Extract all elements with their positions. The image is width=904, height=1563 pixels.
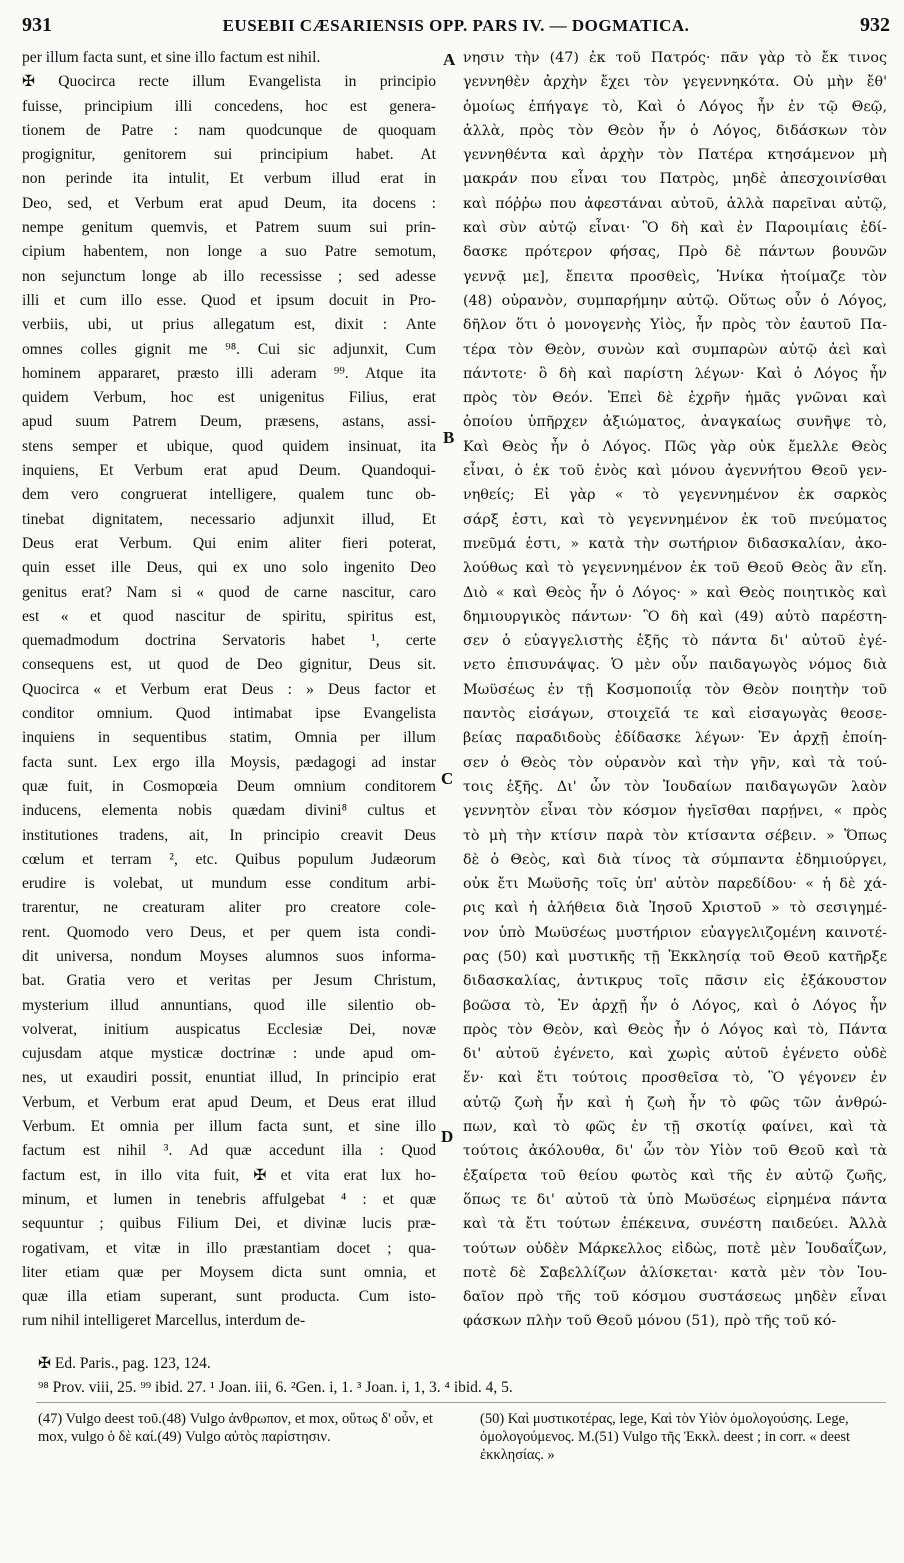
text-line: bat. Gratia vero et veritas per Jesum Christum, — [22, 972, 436, 990]
text-line: ποτὲ δὲ Σαβελλίζων ἁλίσκεται· κατὰ μὲν τὸν Ἰου- — [463, 1264, 887, 1281]
reference-notes — [38, 1352, 878, 1400]
text-line: rent. Quomodo vero Deus, et per quem ista condi- — [22, 923, 436, 941]
text-line: ἐξαίρετα τοῦ θείου φωτὸς καὶ τῆς ἐν αὐτῷ ζωῆς, — [463, 1167, 887, 1184]
text-line: inquiens, Et Verbum erat apud Deum. Quandoqui- — [22, 462, 436, 480]
footnote: (49) Vulgo αὐτὸς παρίστησιν. — [157, 1429, 331, 1445]
page-header — [22, 10, 890, 40]
text-line: quemadmodum doctrina Servatoris habet ¹, certe — [22, 632, 436, 650]
text-line: cujusdam atque mysticæ doctrinæ : unde apud om- — [22, 1045, 436, 1063]
text-line: λούθως καὶ τὸ γεγεννημένον ἐκ τοῦ Θεοῦ Θεὸς ἂν εἴη. — [463, 560, 887, 577]
text-line: illi et cum illo esse. Quod et ipsum docuit in Pro- — [22, 291, 436, 309]
text-line: καὶ σὺν αὐτῷ εἶναι· Ὃ δὴ καὶ ἐν Παροιμίαις ἐδί- — [463, 220, 887, 237]
edition-note: ✠ Ed. Paris., pag. 123, 124. — [38, 1355, 211, 1372]
text-line: διδασκαλίας, ἀντικρυς τοῖς πᾶσιν εἰς ἐξάκουστον — [463, 973, 887, 990]
text-line: τὸ μὴ τὴν κτίσιν παρὰ τὸν κτίσαντα σέβειν. » Ὅπως — [463, 827, 887, 844]
text-line: δῆλον ὅτι ὁ μονογενὴς Υἱὸς, ἦν πρὸς τὸν ἑαυτοῦ Πα- — [463, 317, 887, 334]
running-title: EUSEBII CÆSARIENSIS OPP. PARS IV. — DOGMATICA. — [222, 16, 690, 35]
text-line: πρὸς τὸν Θεὸν, καὶ Θεὸς ἦν ὁ Λόγος καὶ τὸ, Πάντα — [463, 1021, 887, 1038]
footnote-divider — [36, 1402, 886, 1403]
text-line: μακράν που εἶναι του Πατρὸς, μηδὲ ἀπεσχοινίσθαι — [463, 171, 887, 188]
text-line: νηθείς; Εἰ γὰρ « τὸ γεγεννημένον ἐκ σαρκὸς — [463, 487, 887, 504]
footnote: (50) Καὶ μυστικοτέρας, lege, Καὶ τὸν Υἱὸν ὁμολογούσης. Lege, ὁμολογούμενος. M. — [480, 1411, 849, 1445]
text-line: mysterium illud annuntians, quod ille silentio ob- — [22, 996, 436, 1014]
text-line: quæ illa etiam superant, sunt producta. Cum isto- — [22, 1288, 436, 1306]
text-line: καὶ τὰ ἔτι τούτων ἐπέκεινα, συνέστη παιδεύει. Ἀλλὰ — [463, 1216, 887, 1233]
text-line: ρις καὶ ἡ ἀλήθεια διὰ Ἰησοῦ Χριστοῦ » τὸ σεσιγημέ- — [463, 900, 887, 917]
text-line: consequens est, ut quod de Deo gignitur, Deus sit. — [22, 656, 436, 674]
text-line: Διὸ « καὶ Θεὸς ἦν ὁ Λόγος· » καὶ Θεὸς ποιητικὸς καὶ — [463, 584, 887, 601]
text-line: apud suum Patrem Deum, præsens, astans, assi- — [22, 413, 436, 431]
text-line: φάσκων πλὴν τοῦ Θεοῦ μόνου (51), πρὸ τῆς τοῦ κό- — [463, 1313, 837, 1330]
text-line: omnes colles gignit me ⁹⁸. Cui sic adjunxit, Cum — [22, 340, 436, 358]
text-line: volverat, initium auspicatus Ecclesiæ Dei, novæ — [22, 1020, 436, 1038]
text-line: γεννᾷ με], ἔπειτα προσθεὶς, Ἡνίκα ἡτοίμαζε τὸν — [463, 268, 887, 285]
footnotes-left — [38, 1410, 450, 1446]
footnote: (51) Vulgo τῆς Ἐκκλ. deest ; in corr. « deest ἐκκλησίας. » — [480, 1429, 851, 1463]
text-line: trarentur, ne creaturam aliter pro creatore cole- — [22, 899, 436, 917]
text-line: νον ὑπὸ Μωϋσέως μυστήριον εὐαγγελιζομένη καινοτέ- — [463, 924, 887, 941]
footnote: (48) Vulgo ἀνθρωπον, et mox, οὕτως δ' οὖν, et mox, vulgo ὁ δὲ καί. — [38, 1411, 433, 1445]
text-line: ὁμοίως ἐπήγαγε τὸ, Καὶ ὁ Λόγος ἦν ἐν τῷ Θεῷ, — [463, 98, 887, 115]
text-line: progignitur, genitorem sui principium habet. At — [22, 146, 436, 164]
margin-marker-a: A — [443, 50, 456, 69]
text-line: facta sunt. Lex ergo illa Moysis, pædagogi ad instar — [22, 753, 436, 771]
text-line: cœlum et terram ², etc. Quibus populum Judæorum — [22, 850, 436, 868]
text-line: liter etiam quæ per Moysem dicta sunt omnia, et — [22, 1263, 436, 1281]
text-line: γεννητὸν εἶναι τὸν κόσμον ἡγεῖσθαι παρῄνει, « πρὸς — [463, 803, 887, 820]
text-line: αὐτῷ ζωὴ ἦν καὶ ἡ ζωὴ ἦν τὸ φῶς τῶν ἀνθρώ- — [463, 1094, 887, 1111]
text-line: conditor omnium. Quod intimabat ipse Evangelista — [22, 705, 436, 723]
text-line: stens semper et ubique, quod quidem insinuat, ita — [22, 437, 436, 455]
text-line: inquiens in sequentibus statim, Omnia per illum — [22, 729, 436, 747]
text-line: πνεῦμά ἐστι, » κατὰ τὴν σωτήριον διδασκαλίαν, ἀκο- — [463, 535, 887, 552]
text-line: verbiis, ubi, ut prius allegatum est, dixit : Ante — [22, 316, 436, 334]
scripture-references: ⁹⁸ Prov. viii, 25. ⁹⁹ ibid. 27. ¹ Joan. iii, 6. ²Gen. i, 1. ³ Joan. i, 1, 3. ⁴ ibid. 4, 5. — [38, 1379, 513, 1396]
text-line: τούτων οὐδὲν Μάρκελλος εἰδὼς, ποτὲ μὲν Ἰουδαΐζων, — [463, 1240, 887, 1257]
text-line: quæ fuit, in Cosmopœia Deum omnium conditorem — [22, 777, 436, 795]
text-line: nes, ut exaudiri possit, enuntiat illud, In principio erat — [22, 1069, 436, 1087]
text-line: dit universa, nondum Moyses alumnos suos informa- — [22, 947, 436, 965]
text-line: institutiones tradens, ait, In principio creavit Deus — [22, 826, 436, 844]
text-line: ὅπως τε δι' αὐτοῦ τὰ ὑπὸ Μωϋσέως εἰρημένα πάντα — [463, 1191, 887, 1208]
text-line: Deo, sed, et Verbum erat apud Deum, ita docens : — [22, 194, 436, 212]
text-line: νετο ἐπισυνάψας. Ὁ μὲν οὖν παιδαγωγὸς νόμος διὰ — [463, 657, 887, 674]
margin-marker-c: C — [441, 769, 454, 788]
text-line: σεν ὁ Θεὸς τὸν οὐρανὸν καὶ τὴν γῆν, καὶ τὰ τού- — [463, 754, 887, 771]
text-line: γεννηθὲν ἀρχὴν ἔχει τὸν γεγεννηκότα. Οὐ μὴν ἔθ' — [463, 74, 887, 91]
text-line: Καὶ Θεὸς ἦν ὁ Λόγος. Πῶς γὰρ οὐκ ἔμελλε Θεὸς — [463, 438, 887, 455]
text-line: πάντοτε· ὃ δὴ καὶ παρίστη λέγων· Καὶ ὁ Λόγος ἦν — [463, 365, 887, 382]
text-line: rum nihil intelligeret Marcellus, interdum de- — [22, 1312, 306, 1330]
text-line: sequuntur ; quibus Filium Dei, et divinæ lucis præ- — [22, 1215, 436, 1233]
page-number-right: 932 — [860, 14, 890, 36]
text-line: tionem de Patre : nam quodcunque de quoquam — [22, 121, 436, 139]
text-line: erudire is volebat, ut mundum esse conditum arbi- — [22, 875, 436, 893]
text-line: δὲ ὁ Θεὸς, καὶ διὰ τίνος τὰ σύμπαντα ἐδημιούργει, — [463, 851, 887, 868]
text-line: ὁποίου ὑπῆρχεν ἀξιώματος, ἀναγκαίως συνῆψε τὸ, — [463, 414, 887, 431]
text-line: cipium habentem, non longe a suo Patre semotum, — [22, 243, 436, 261]
footnote: (47) Vulgo deest τοῦ. — [38, 1411, 162, 1427]
text-line: genitus erat? Nam si « quod de carne nascitur, caro — [22, 583, 436, 601]
text-line: ἀλλὰ, πρὸς τὸν Θεὸν ἦν ὁ Λόγος, διδάσκων τὸν — [463, 122, 887, 139]
text-line: πων, καὶ τὸ φῶς ἐν τῇ σκοτίᾳ φαίνει, καὶ τὰ — [463, 1119, 887, 1136]
text-line: (48) οὐρανὸν, συμπαρήμην αὐτῷ. Οὕτως οὖν ὁ Λόγος, — [463, 292, 887, 309]
text-line: ἕν· καὶ ἔτι τούτοις προσθεῖσα τὸ, Ὃ γέγονεν ἐν — [463, 1070, 887, 1087]
text-line: inducens, elementa nobis quædam divini⁸ cultus et — [22, 802, 436, 820]
text-line: minum, et lumen in tenebris affulgebat ⁴ : et quæ — [22, 1190, 436, 1208]
text-line: σάρξ ἐστι, καὶ τὸ γεγεννημένον ἐκ τοῦ πνεύματος — [463, 511, 887, 528]
text-line: δημιουργικὸς πάντων· Ὃ δὴ καὶ (49) αὐτὸ παρέστη- — [463, 608, 887, 625]
text-line: ✠ Quocirca recte illum Evangelista in principio — [22, 73, 436, 91]
text-line: πρὸς τὸν Θεόν. Ἐπεὶ δὲ ἐχρῆν ἡμᾶς γνῶναι καὶ — [463, 390, 887, 407]
text-line: Verbum, et Verbum erat apud Deum, et Deus erat illud — [22, 1093, 436, 1111]
text-line: est « et quod nascitur de spiritu, spiritus est, — [22, 607, 436, 625]
text-line: παντὸς εἰσάγων, στοιχεῖά τε καὶ εἰσαγωγὰς θεοσε- — [463, 706, 887, 723]
text-line: quin esset ille Deus, qui ex uno solo ingenito Deo — [22, 559, 436, 577]
text-line: Verbum. Et omnia per illum facta sunt, et sine illo — [22, 1118, 436, 1136]
text-line: νησιν τὴν (47) ἐκ τοῦ Πατρός· πᾶν γὰρ τὸ ἔκ τινος — [463, 50, 887, 66]
text-line: fuisse, principium illi concedens, hoc est genera- — [22, 97, 436, 115]
text-line: factum est, in illo vita fuit, ✠ et vita erat lux ho- — [22, 1166, 436, 1184]
text-line: Deus erat Verbum. Qui enim aliter fieri poterat, — [22, 534, 436, 552]
text-line: Quocirca « et Verbum erat Deus : » Deus factor et — [22, 680, 436, 698]
text-line: ρας (50) καὶ μυστικῆς τῇ Ἐκκλησίᾳ τοῦ Θεοῦ κατῆρξε — [463, 948, 887, 965]
text-line: quidem Verbum, hoc est unigenitus Filius, erat — [22, 389, 436, 407]
page-number-left: 931 — [22, 14, 52, 36]
text-line: per illum facta sunt, et sine illo factum est nihil. — [22, 49, 321, 66]
text-line: δαῖον πρὸ τῆς τοῦ κόσμου συστάσεως μηδὲν εἶναι — [463, 1289, 887, 1306]
text-line: δι' αὐτοῦ ἐγένετο, καὶ χωρὶς αὐτοῦ ἐγένετο οὐδὲ — [463, 1046, 887, 1063]
text-line: τέρα τὸν Θεὸν, συνὼν καὶ συμπαρὼν αὐτῷ ἀεὶ καὶ — [463, 341, 887, 358]
latin-column — [22, 46, 436, 1334]
text-line: γεννηθέντα καὶ ἀρχὴν τὸν Πατέρα κτησάμενον μὴ — [463, 147, 887, 164]
text-line: τοις ἑξῆς. Δι' ὧν τὸν Ἰουδαίων παιδαγωγῶν λαὸν — [463, 778, 887, 795]
text-line: nempe genitum quemvis, et Patrem suum sui prin- — [22, 219, 436, 237]
greek-column — [463, 46, 887, 1334]
text-line: βοῶσα τὸ, Ἐν ἀρχῇ ἦν ὁ Λόγος, καὶ ὁ Λόγος ἦν — [463, 997, 887, 1014]
text-line: non sejunctum longe ab illo recessisse ; sed adesse — [22, 267, 436, 285]
text-line: βείας παραδιδοὺς ἐδίδασκε λέγων· Ἐν ἀρχῇ ἐποίη- — [463, 730, 887, 747]
footnotes-right — [480, 1410, 880, 1464]
text-line: δασκε πρότερον φήσας, Πρὸ δὲ πάντων βουνῶν — [463, 244, 887, 261]
text-line: εἶναι, ὁ ἐκ τοῦ ἑνὸς καὶ μόνου ἀγεννήτου Θεοῦ γεν- — [463, 463, 887, 480]
text-line: οὐκ ἔτι Μωϋσῆς τοῖς ὑπ' αὐτὸν παρεδίδου· « ἡ δὲ χά- — [463, 876, 887, 893]
text-line: rogativam, et vitæ in illo præstantiam docet ; qua- — [22, 1239, 436, 1257]
text-line: non perinde ita intulit, Et verbum illud erat in — [22, 170, 436, 188]
text-line: tinebat dignitatem, necessario adjunxit illud, Et — [22, 510, 436, 528]
text-line: τούτοις ἀκόλουθα, δι' ὧν τὸν Υἱὸν τοῦ Θεοῦ καὶ τὰ — [463, 1143, 887, 1160]
text-line: factum est nihil ³. Ad quæ accedunt illa : Quod — [22, 1142, 436, 1160]
text-line: σεν ὁ εὐαγγελιστὴς ἑξῆς τὸ πάντα δι' αὐτοῦ ἐγέ- — [463, 633, 887, 650]
margin-marker-d: D — [441, 1127, 454, 1146]
text-line: καὶ πόῤῥω που ἀφεστάναι αὐτοῦ, ἀλλὰ παρεῖναι αὐτῷ, — [463, 195, 887, 212]
margin-marker-b: B — [443, 428, 455, 447]
text-line: hominem appararet, præsto illi aderam ⁹⁹. Atque ita — [22, 364, 436, 382]
text-line: Μωϋσέως ἐν τῇ Κοσμοποιΐᾳ τὸν Θεὸν ποιητὴν τοῦ — [463, 681, 887, 698]
text-line: dem vero congruerat intelligere, qualem tunc ob- — [22, 486, 436, 504]
